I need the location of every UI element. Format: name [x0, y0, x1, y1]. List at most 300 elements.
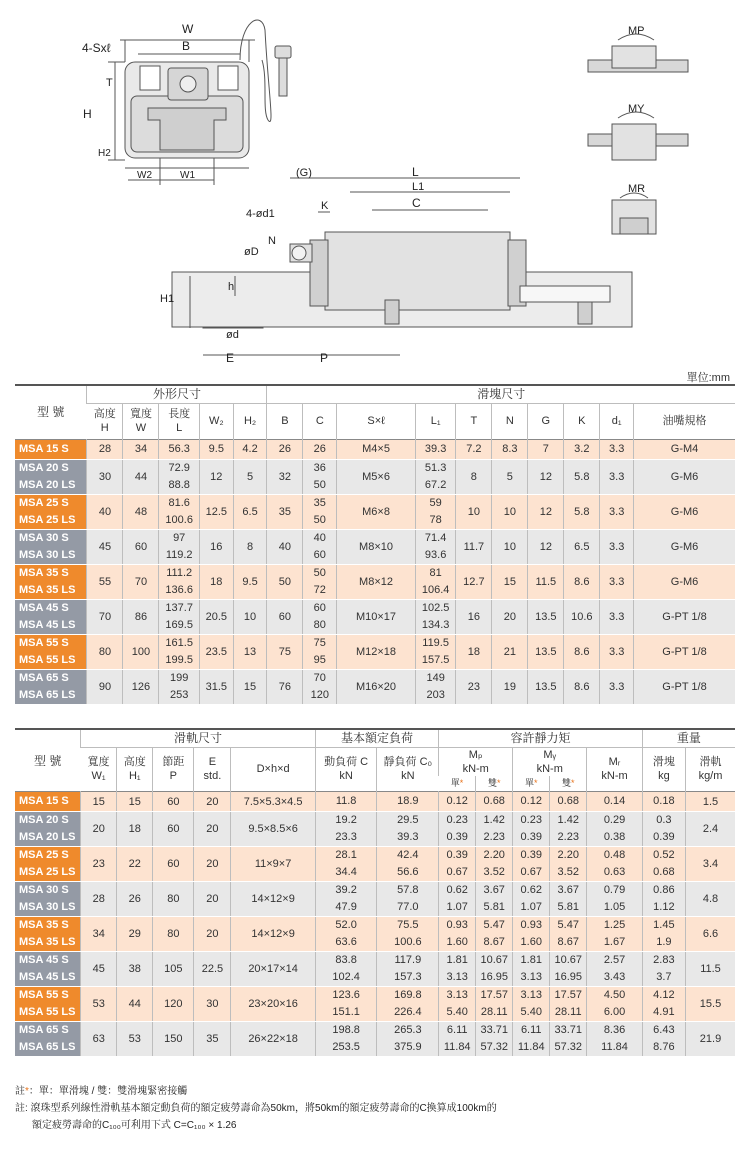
cell-value: 1.05	[603, 901, 626, 913]
cell-L	[159, 564, 199, 599]
cell-value: 0.38	[603, 831, 626, 843]
cell-value: 39.3	[397, 831, 419, 843]
table-row	[15, 494, 735, 529]
cell-B: 32	[267, 459, 303, 494]
label-h: H	[83, 107, 92, 121]
cell-B: 76	[267, 669, 303, 704]
cell-W2: 23.5	[199, 634, 233, 669]
label-d-big: øD	[244, 246, 259, 258]
cell-d1: 3.3	[600, 494, 634, 529]
col-header-mp: Mₚ kN-m	[439, 747, 513, 776]
group-weight: 重量	[642, 729, 735, 747]
col-header: G	[528, 403, 564, 439]
cell-value: 0.62	[520, 884, 542, 896]
cell-value: 8.36	[603, 1024, 626, 1036]
cell-H2: 5	[233, 459, 267, 494]
cell-H1: 38	[117, 952, 153, 987]
note-1: 註*：單：單滑塊 / 雙：雙滑塊緊密接觸	[15, 1086, 188, 1097]
cell-oil: G-M6	[634, 459, 735, 494]
label-h-small: h	[228, 281, 235, 293]
cell-value: 0.93	[446, 919, 468, 931]
cell-value: 0.12	[446, 795, 468, 807]
cell-value: 3.67	[557, 884, 579, 896]
cell-value: 137.7	[165, 601, 193, 614]
col-header-rail-weight: 滑軌 kg/m	[685, 747, 735, 792]
cell-rail: 4.8	[685, 882, 735, 917]
cell-C	[303, 564, 337, 599]
cell-value: 3.13	[446, 971, 468, 983]
cell-value: 10.67	[480, 954, 508, 966]
label-b: B	[182, 39, 191, 53]
cell-N: 8.3	[492, 439, 528, 459]
cell-C0	[377, 812, 439, 847]
cell-dhd: 26×22×18	[231, 1022, 315, 1057]
cell-value: 0.52	[653, 849, 675, 861]
table-row	[15, 439, 735, 459]
cell-P: 150	[153, 1022, 194, 1057]
table-row	[15, 847, 735, 882]
cell-P: 120	[153, 987, 194, 1022]
cell-L1	[415, 529, 455, 564]
cell-value: MSA 30 LS	[19, 901, 76, 913]
cell-value: 17.57	[480, 989, 508, 1001]
cell-value: 57.32	[480, 1041, 508, 1053]
cell-value: 0.23	[446, 814, 468, 826]
cell-MP1	[439, 917, 476, 952]
cell-W1: 53	[81, 987, 117, 1022]
cell-W1: 28	[81, 882, 117, 917]
cell-value: 3.52	[557, 866, 579, 878]
cell-value: 11.84	[517, 1041, 545, 1053]
cell-MY1	[513, 792, 550, 812]
model-name	[15, 564, 87, 599]
cell-value: 100.6	[165, 513, 193, 526]
cell-H2: 13	[233, 634, 267, 669]
cell-C	[315, 792, 377, 812]
cell-L1	[415, 634, 455, 669]
cell-MR	[587, 882, 643, 917]
cell-MP1	[439, 987, 476, 1022]
cell-value: 33.71	[554, 1024, 583, 1036]
cell-C	[315, 952, 377, 987]
cell-S: M6×8	[337, 494, 416, 529]
cell-value: 0.39	[520, 831, 542, 843]
cell-value: 39.2	[335, 884, 357, 896]
cell-W: 60	[123, 529, 159, 564]
cell-value: 28.1	[335, 849, 357, 861]
cell-value: 1.07	[520, 901, 542, 913]
cell-value: 2.23	[557, 831, 579, 843]
cell-G: 11.5	[528, 564, 564, 599]
cell-MP2	[476, 952, 513, 987]
cell-value: 29.5	[397, 814, 419, 826]
table-row	[15, 987, 735, 1022]
cell-value: 77.0	[397, 901, 419, 913]
cell-rail: 2.4	[685, 812, 735, 847]
cell-MP2	[476, 882, 513, 917]
cell-value: 226.4	[394, 1006, 422, 1018]
cell-T: 16	[456, 599, 492, 634]
label-t: T	[106, 77, 113, 89]
cell-S: M12×18	[337, 634, 416, 669]
cell-C0	[377, 917, 439, 952]
col-header: T	[456, 403, 492, 439]
table-row	[15, 599, 735, 634]
cell-value: 6.43	[653, 1024, 675, 1036]
cell-dhd: 14×12×9	[231, 917, 315, 952]
cell-L1	[415, 439, 455, 459]
cell-blk	[642, 1022, 685, 1057]
cell-H: 40	[87, 494, 123, 529]
cell-N: 10	[492, 494, 528, 529]
side-view	[172, 178, 632, 355]
cell-d1: 3.3	[600, 564, 634, 599]
label-l1: L1	[412, 181, 425, 193]
cell-value: 60	[313, 548, 326, 561]
cell-MP2	[476, 1022, 513, 1057]
cell-value: 0.67	[446, 866, 468, 878]
label-screws: 4-Sxℓ	[82, 41, 111, 55]
label-e: E	[226, 351, 235, 365]
cell-value: MSA 20 LS	[19, 831, 76, 843]
cell-d1: 3.3	[600, 669, 634, 704]
cell-value: 72.9	[168, 461, 190, 474]
cell-C0	[377, 847, 439, 882]
label-n: N	[268, 235, 276, 247]
col-header: d₁	[600, 403, 634, 439]
cell-MR	[587, 952, 643, 987]
cell-value: 149	[426, 671, 445, 684]
col-header-block-weight: 滑塊 kg	[642, 747, 685, 792]
cell-MR	[587, 917, 643, 952]
cell-value: 253.5	[332, 1041, 360, 1053]
cell-value: 81.6	[168, 496, 190, 509]
cell-value: 0.68	[483, 795, 505, 807]
cell-value: 2.20	[483, 849, 505, 861]
cell-B: 40	[267, 529, 303, 564]
cell-value: 57.8	[397, 884, 419, 896]
cell-value: 0.86	[653, 884, 675, 896]
cell-oil: G-PT 1/8	[634, 599, 735, 634]
cell-L	[159, 599, 199, 634]
cell-value: MSA 35 LS	[19, 936, 76, 948]
cell-P: 80	[153, 917, 194, 952]
cell-value: 100.6	[394, 936, 422, 948]
cell-value: MSA 30 S	[19, 531, 69, 544]
cell-value: 5.81	[557, 901, 579, 913]
cell-value: 119.2	[165, 548, 193, 561]
cell-value: 75	[313, 636, 326, 649]
cell-L1	[415, 599, 455, 634]
group-block-size: 滑塊尺寸	[267, 385, 735, 403]
cell-rail: 11.5	[685, 952, 735, 987]
label-mr: MR	[628, 183, 646, 195]
cell-value: 2.20	[557, 849, 579, 861]
sub-header-single: 單*	[439, 776, 476, 792]
cell-H1: 22	[117, 847, 153, 882]
cell-L1	[415, 564, 455, 599]
cell-N: 10	[492, 529, 528, 564]
cell-value: 0.39	[653, 831, 675, 843]
cell-MY1	[513, 882, 550, 917]
cell-W: 34	[123, 439, 159, 459]
cell-MY2	[550, 987, 587, 1022]
cell-C	[315, 987, 377, 1022]
cell-C	[315, 1022, 377, 1057]
cell-oil: G-M4	[634, 439, 735, 459]
technical-drawing	[0, 0, 750, 370]
col-header: 靜負荷 C₀ kN	[377, 747, 439, 792]
cell-value: 0.18	[653, 795, 675, 807]
cell-B: 35	[267, 494, 303, 529]
cell-value: 60	[313, 601, 326, 614]
cell-value: 28.11	[554, 1006, 582, 1018]
label-l: L	[412, 165, 419, 179]
cell-value: 157.5	[421, 653, 450, 666]
cell-H: 28	[87, 439, 123, 459]
cell-W: 48	[123, 494, 159, 529]
cell-value: 42.4	[397, 849, 419, 861]
cell-E: 30	[194, 987, 231, 1022]
cell-P: 60	[153, 792, 194, 812]
cell-T: 10	[456, 494, 492, 529]
cell-value: 0.12	[520, 795, 542, 807]
cell-value: 3.13	[520, 989, 542, 1001]
label-d1: 4-ød1	[246, 208, 275, 220]
cell-value: 33.71	[480, 1024, 508, 1036]
cell-MP1	[439, 882, 476, 917]
cell-E: 20	[194, 847, 231, 882]
cell-B: 50	[267, 564, 303, 599]
cell-value: 23.3	[335, 831, 357, 843]
cell-T: 18	[456, 634, 492, 669]
cell-value: 3.7	[656, 971, 672, 983]
cell-G: 12	[528, 494, 564, 529]
cell-N: 20	[492, 599, 528, 634]
cell-W2: 12	[199, 459, 233, 494]
table-row	[15, 1022, 735, 1057]
table-row	[15, 669, 735, 704]
cell-E: 20	[194, 882, 231, 917]
cell-T: 23	[456, 669, 492, 704]
model-name	[15, 529, 87, 564]
cell-W2: 31.5	[199, 669, 233, 704]
cell-K: 10.6	[564, 599, 600, 634]
cell-P: 105	[153, 952, 194, 987]
cell-blk	[642, 952, 685, 987]
cell-value: 0.93	[520, 919, 542, 931]
cell-S: M5×6	[337, 459, 416, 494]
cell-E: 22.5	[194, 952, 231, 987]
cell-G: 7	[528, 439, 564, 459]
table-row	[15, 634, 735, 669]
model-name	[15, 439, 87, 459]
cell-value: 0.48	[603, 849, 626, 861]
sub-header-double: 雙*	[550, 776, 587, 792]
cell-W: 86	[123, 599, 159, 634]
model-name	[15, 494, 87, 529]
cell-value: 71.4	[424, 531, 447, 544]
cell-value: MSA 20 S	[19, 461, 69, 474]
cell-value: 78	[429, 513, 442, 526]
col-header: N	[492, 403, 528, 439]
cell-MP1	[439, 847, 476, 882]
cell-blk	[642, 882, 685, 917]
model-header: 型 號	[15, 385, 87, 439]
cell-value: MSA 20 S	[19, 814, 69, 826]
cell-value: MSA 65 S	[19, 671, 69, 684]
cell-H: 90	[87, 669, 123, 704]
cell-value: MSA 35 LS	[19, 583, 76, 596]
cell-C0	[377, 1022, 439, 1057]
cell-value: 72	[313, 583, 326, 596]
cell-G: 12	[528, 459, 564, 494]
label-w: W	[182, 22, 194, 36]
col-header: W₂	[199, 403, 233, 439]
cell-dhd: 20×17×14	[231, 952, 315, 987]
col-header: C	[303, 403, 337, 439]
label-c: C	[412, 196, 421, 210]
cell-value: MSA 65 S	[19, 1024, 69, 1036]
cell-blk	[642, 792, 685, 812]
cell-rail: 15.5	[685, 987, 735, 1022]
cell-W: 100	[123, 634, 159, 669]
cell-value: 56.6	[397, 866, 419, 878]
cell-K: 6.5	[564, 529, 600, 564]
cell-MR	[587, 812, 643, 847]
cell-B: 75	[267, 634, 303, 669]
cell-value: 1.07	[446, 901, 468, 913]
cell-C	[315, 847, 377, 882]
sub-header-double: 雙*	[476, 776, 513, 792]
cell-H2: 10	[233, 599, 267, 634]
cell-value: MSA 25 S	[19, 496, 69, 509]
table-row	[15, 882, 735, 917]
cell-value: 134.3	[421, 618, 450, 631]
cell-C	[303, 634, 337, 669]
table-row	[15, 812, 735, 847]
cell-d1: 3.3	[600, 634, 634, 669]
cell-L1	[415, 494, 455, 529]
cell-value: 1.81	[446, 954, 468, 966]
cell-L	[159, 634, 199, 669]
cell-value: 57.32	[554, 1041, 583, 1053]
cell-E: 20	[194, 792, 231, 812]
cell-value: 3.13	[520, 971, 542, 983]
cell-value: 136.6	[165, 583, 193, 596]
label-k: K	[321, 200, 329, 212]
cell-d1: 3.3	[600, 459, 634, 494]
cell-value: 169.8	[394, 989, 422, 1001]
cell-MP1	[439, 952, 476, 987]
cell-rail: 6.6	[685, 917, 735, 952]
label-g: (G)	[296, 167, 312, 179]
cell-H2: 15	[233, 669, 267, 704]
cell-dhd: 7.5×5.3×4.5	[231, 792, 315, 812]
cell-G: 13.5	[528, 669, 564, 704]
table-row	[15, 792, 735, 812]
cell-S: M8×12	[337, 564, 416, 599]
cell-K: 8.6	[564, 669, 600, 704]
cell-H1: 53	[117, 1022, 153, 1057]
model-header-2: 型 號	[15, 729, 81, 792]
cell-value: MSA 30 S	[19, 884, 69, 896]
note-3: 額定疲勞壽命的C₁₀₀可利用下式 C=C₁₀₀ × 1.26	[32, 1120, 237, 1131]
col-header: 寬度 W	[123, 403, 159, 439]
col-header: B	[267, 403, 303, 439]
cell-W1: 15	[81, 792, 117, 812]
cell-value: 119.5	[422, 636, 449, 649]
cell-T: 12.7	[456, 564, 492, 599]
label-w1: W1	[180, 170, 195, 181]
cell-value: 97	[173, 531, 186, 544]
cell-C0	[377, 882, 439, 917]
cell-value: 198.8	[332, 1024, 360, 1036]
cell-value: 102.5	[421, 601, 450, 614]
cell-value: MSA 35 S	[19, 566, 69, 579]
cell-value: 0.39	[520, 849, 542, 861]
cell-value: 47.9	[335, 901, 357, 913]
cell-value: 5.47	[483, 919, 505, 931]
model-name	[15, 634, 87, 669]
cell-G: 12	[528, 529, 564, 564]
cell-value: 0.68	[653, 866, 675, 878]
cell-C	[303, 669, 337, 704]
cell-value: 5.40	[520, 1006, 542, 1018]
cell-value: 161.5	[165, 636, 193, 649]
cell-value: 10.67	[554, 954, 583, 966]
moment-mp-icon	[588, 34, 688, 72]
cell-value: 16.95	[480, 971, 508, 983]
cell-blk	[642, 812, 685, 847]
cell-W2: 16	[199, 529, 233, 564]
cell-value: MSA 25 S	[19, 849, 69, 861]
cell-W1: 63	[81, 1022, 117, 1057]
cell-value: 39.3	[424, 442, 447, 455]
cell-MP2	[476, 812, 513, 847]
cell-H2: 4.2	[233, 439, 267, 459]
cell-C	[303, 599, 337, 634]
col-header: H₂	[233, 403, 267, 439]
cell-blk	[642, 847, 685, 882]
cell-d1: 3.3	[600, 439, 634, 459]
cell-value: 106.4	[421, 583, 450, 596]
cell-value: 0.62	[446, 884, 468, 896]
cell-oil: G-PT 1/8	[634, 669, 735, 704]
cell-value: 40	[313, 531, 326, 544]
cell-value: 50	[313, 478, 326, 491]
cell-value: 8.67	[557, 936, 579, 948]
cell-value: 0.29	[603, 814, 626, 826]
block-dimension-table	[15, 384, 735, 705]
cell-value: 0.39	[446, 849, 468, 861]
cell-MR	[587, 987, 643, 1022]
cell-MY2	[550, 792, 587, 812]
table-row	[15, 529, 735, 564]
cell-K: 8.6	[564, 564, 600, 599]
cell-value: 52.0	[335, 919, 357, 931]
cell-value: 0.79	[603, 884, 626, 896]
cell-rail: 21.9	[685, 1022, 735, 1057]
cell-oil: G-M6	[634, 529, 735, 564]
footnotes	[15, 1083, 497, 1134]
screw-icon	[275, 46, 291, 96]
cell-C	[315, 812, 377, 847]
cell-L	[159, 494, 199, 529]
cell-MP2	[476, 917, 513, 952]
cell-value: MSA 15 S	[19, 795, 69, 807]
cell-K: 5.8	[564, 459, 600, 494]
